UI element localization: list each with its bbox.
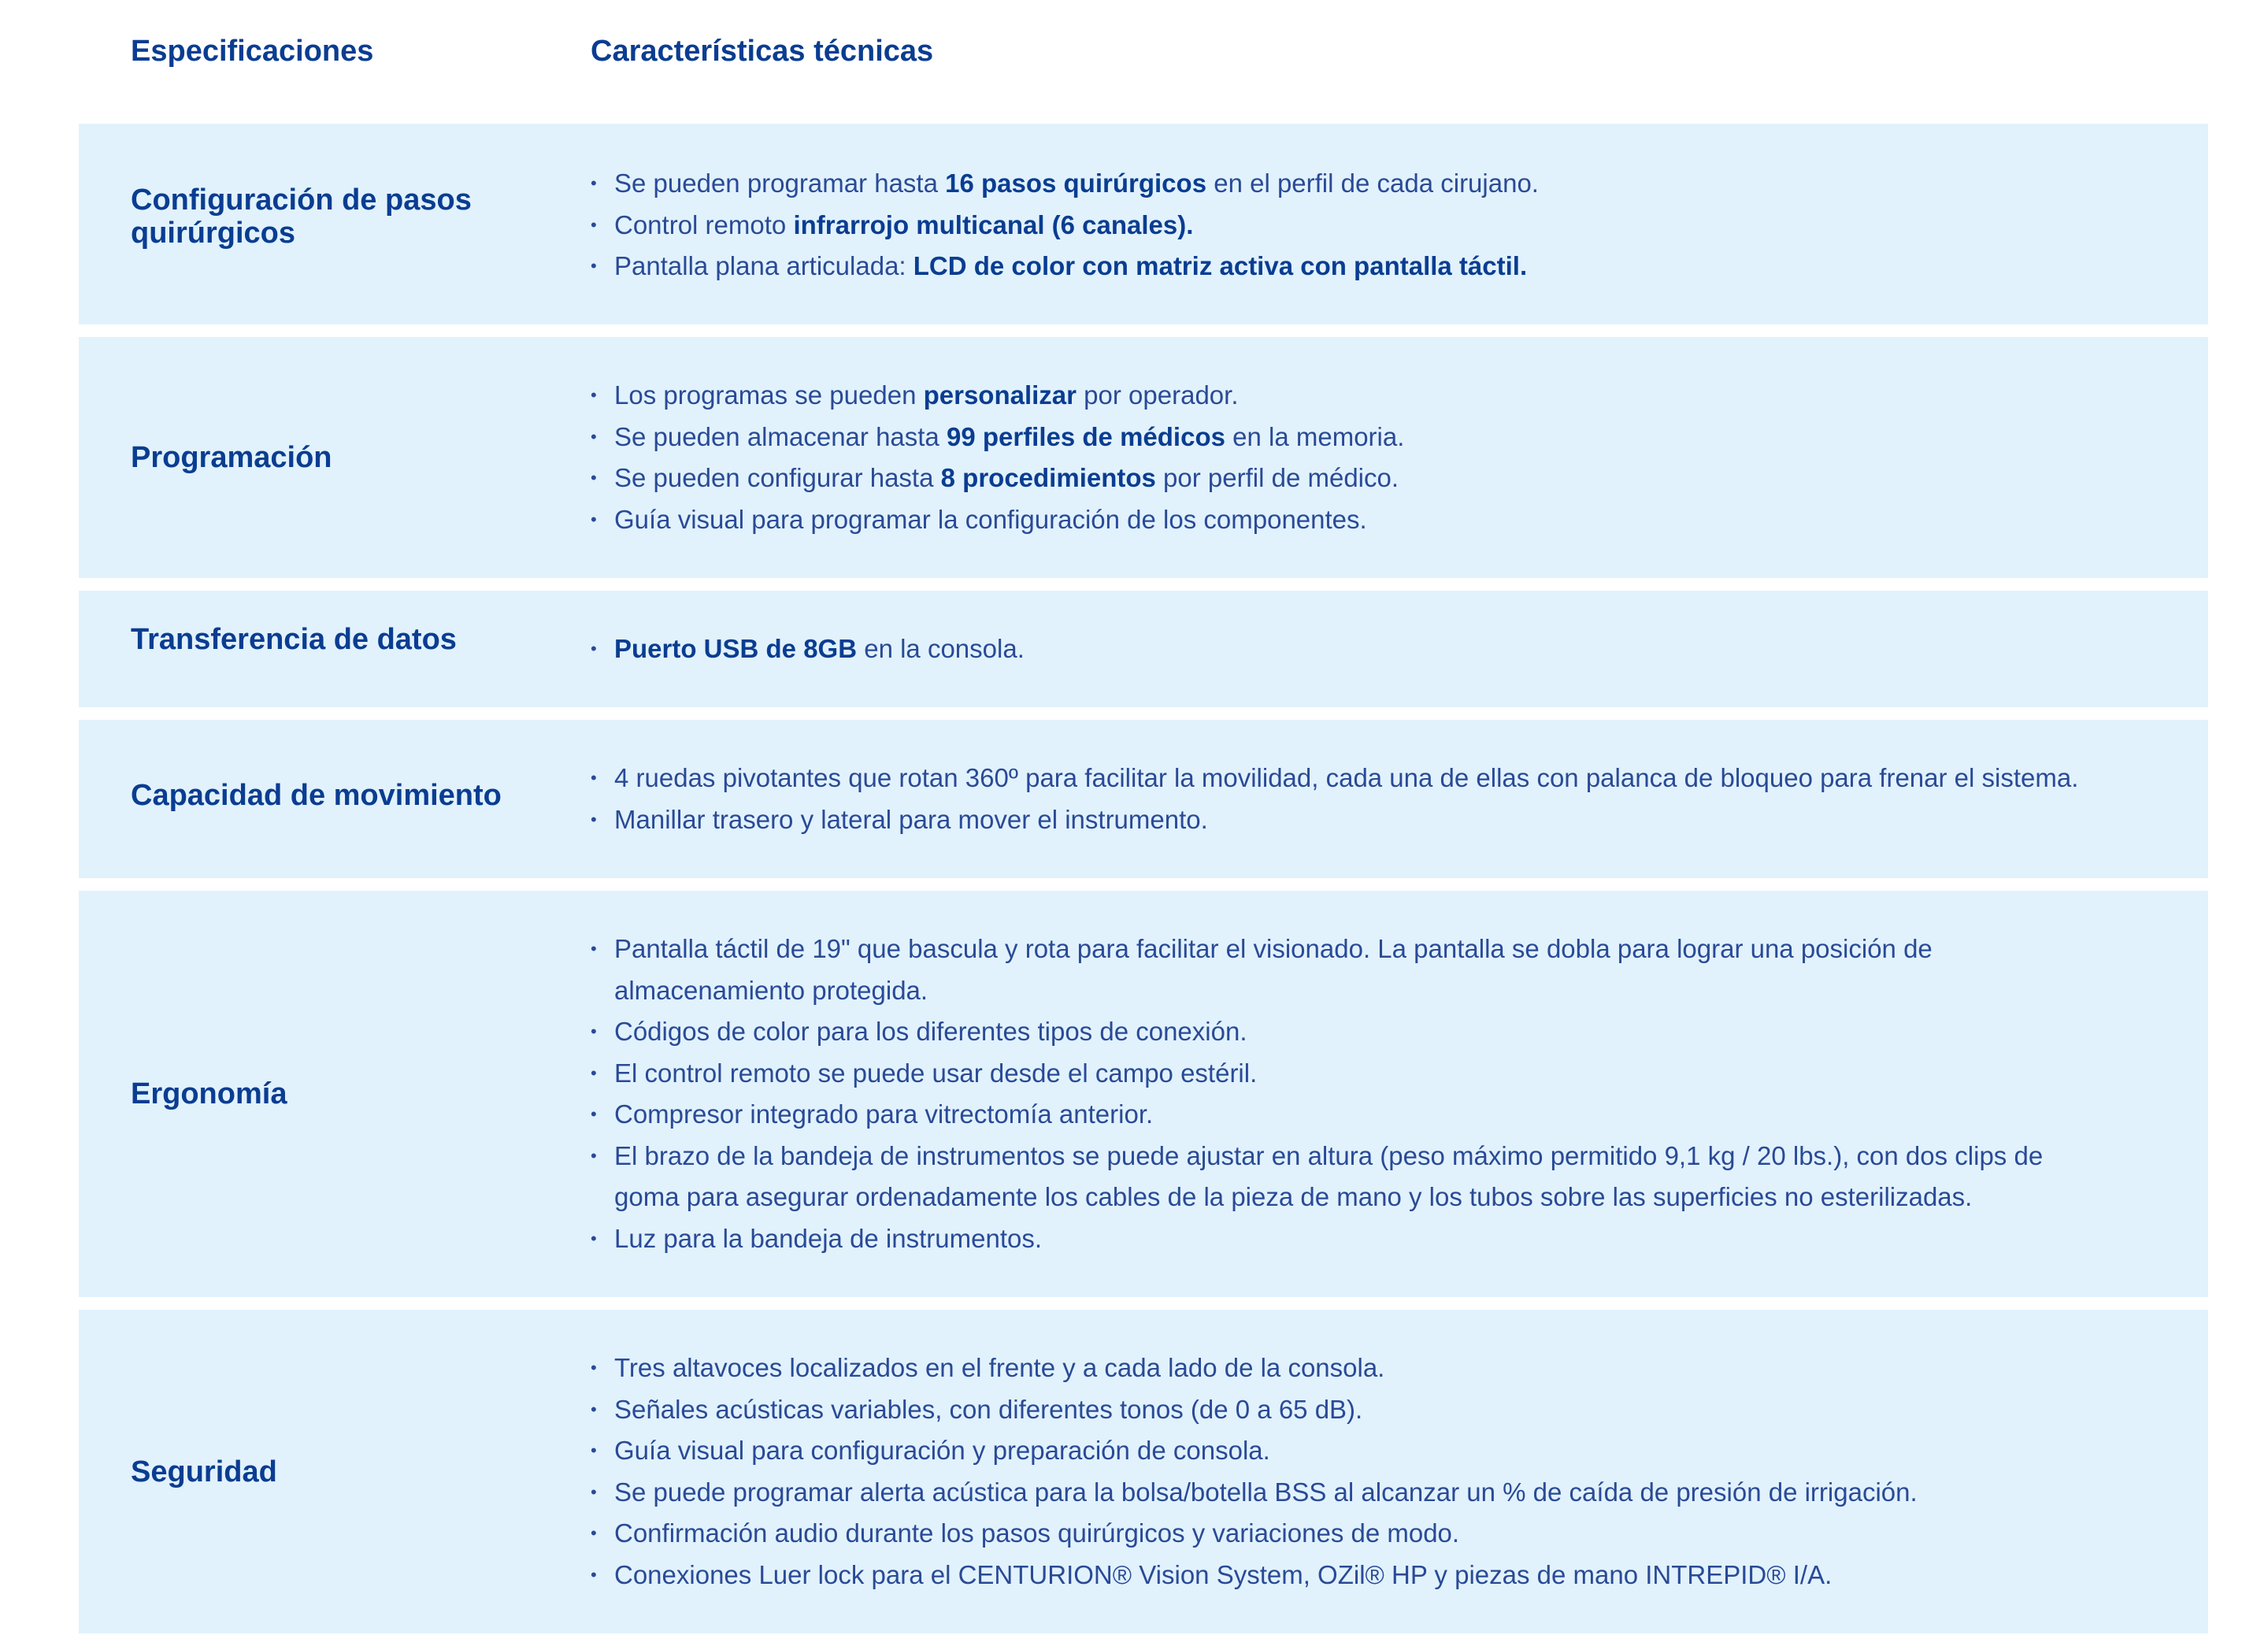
row-label: Capacidad de movimiento bbox=[131, 779, 502, 812]
feature-item bbox=[591, 1136, 2114, 1218]
feature-text: por operador. bbox=[1077, 380, 1239, 410]
feature-item bbox=[591, 205, 2114, 247]
feature-item bbox=[591, 1513, 2114, 1555]
spec-row-safety bbox=[79, 1310, 2208, 1633]
feature-item bbox=[591, 1472, 2114, 1514]
feature-text: por perfil de médico. bbox=[1155, 463, 1399, 492]
feature-item bbox=[591, 375, 2114, 417]
feature-text: Compresor integrado para vitrectomía anterior. bbox=[614, 1099, 1154, 1129]
row-label: Transferencia de datos bbox=[131, 623, 457, 656]
feature-text: Señales acústicas variables, con diferentes tonos (de 0 a 65 dB). bbox=[614, 1394, 1363, 1424]
row-label: Programación bbox=[131, 441, 332, 474]
row-label: Seguridad bbox=[131, 1455, 277, 1488]
spec-row-programming bbox=[79, 337, 2208, 578]
feature-text: en la memoria. bbox=[1225, 421, 1405, 451]
feature-list bbox=[591, 1348, 2114, 1596]
feature-text: Luz para la bandeja de instrumentos. bbox=[614, 1223, 1043, 1253]
feature-item bbox=[591, 1011, 2114, 1053]
feature-text: Se pueden configurar hasta bbox=[614, 463, 941, 492]
feature-emphasis: 8 procedimientos bbox=[940, 463, 1156, 492]
feature-item bbox=[591, 499, 2114, 541]
feature-item bbox=[591, 1555, 2114, 1596]
spec-row-mobility bbox=[79, 720, 2208, 878]
spec-row-surgical-steps bbox=[79, 124, 2208, 324]
feature-list bbox=[591, 628, 2114, 670]
feature-emphasis: 99 perfiles de médicos bbox=[946, 421, 1225, 451]
feature-text: Pantalla plana articulada: bbox=[614, 251, 914, 280]
header-specifications: Especificaciones bbox=[131, 35, 374, 68]
header-technical-features: Características técnicas bbox=[591, 35, 934, 68]
feature-text: El brazo de la bandeja de instrumentos se puede ajustar en altura (peso máximo permitido 9,1 kg / 20 lbs.), con dos clips de goma para asegurar ordenadamente los cables de la pieza de mano y los tubos sobre las superficies no esterilizadas. bbox=[614, 1140, 2044, 1211]
feature-item bbox=[591, 1389, 2114, 1431]
feature-text: en el perfil de cada cirujano. bbox=[1206, 169, 1539, 198]
feature-item bbox=[591, 628, 2114, 670]
feature-emphasis: LCD de color con matriz activa con pantalla táctil. bbox=[913, 251, 1528, 280]
feature-text: en la consola. bbox=[857, 634, 1025, 663]
feature-text: Confirmación audio durante los pasos quirúrgicos y variaciones de modo. bbox=[614, 1518, 1460, 1548]
feature-list bbox=[591, 929, 2114, 1259]
feature-text: Manillar trasero y lateral para mover el instrumento. bbox=[614, 804, 1208, 834]
feature-item bbox=[591, 799, 2114, 841]
feature-text: Control remoto bbox=[614, 209, 794, 239]
feature-text: Guía visual para configuración y preparación de consola. bbox=[614, 1436, 1270, 1465]
feature-emphasis: infrarrojo multicanal (6 canales). bbox=[793, 209, 1194, 239]
feature-emphasis: 16 pasos quirúrgicos bbox=[945, 169, 1207, 198]
feature-item bbox=[591, 1053, 2114, 1095]
feature-text: Tres altavoces localizados en el frente y a cada lado de la consola. bbox=[614, 1353, 1385, 1382]
feature-item bbox=[591, 1218, 2114, 1260]
feature-item bbox=[591, 1348, 2114, 1389]
feature-item bbox=[591, 246, 2114, 287]
feature-list bbox=[591, 375, 2114, 540]
row-label: Configuración de pasos quirúrgicos bbox=[131, 184, 472, 250]
feature-emphasis: personalizar bbox=[923, 380, 1077, 410]
row-label: Ergonomía bbox=[131, 1077, 287, 1110]
feature-item bbox=[591, 1094, 2114, 1136]
feature-text: 4 ruedas pivotantes que rotan 360º para facilitar la movilidad, cada una de ellas con palanca de bloqueo para frenar el sistema. bbox=[614, 763, 2079, 792]
feature-text: Se pueden programar hasta bbox=[614, 169, 946, 198]
table-header bbox=[0, 35, 2268, 74]
feature-text: Códigos de color para los diferentes tipos de conexión. bbox=[614, 1017, 1247, 1046]
feature-text: Los programas se pueden bbox=[614, 380, 924, 410]
feature-emphasis: Puerto USB de 8GB bbox=[614, 634, 858, 663]
feature-text: Se puede programar alerta acústica para la bolsa/botella BSS al alcanzar un % de caída de presión de irrigación. bbox=[614, 1477, 1918, 1507]
feature-item bbox=[591, 929, 2114, 1011]
feature-text: El control remoto se puede usar desde el campo estéril. bbox=[614, 1058, 1258, 1088]
feature-item bbox=[591, 417, 2114, 458]
feature-list bbox=[591, 758, 2114, 840]
spec-row-ergonomics bbox=[79, 891, 2208, 1297]
feature-text: Conexiones Luer lock para el CENTURION® Vision System, OZil® HP y piezas de mano INTREPID® I/A. bbox=[614, 1559, 1833, 1589]
feature-text: Se pueden almacenar hasta bbox=[614, 421, 947, 451]
feature-item bbox=[591, 163, 2114, 205]
feature-text: Pantalla táctil de 19" que bascula y rota para facilitar el visionado. La pantalla se dobla para lograr una posición de almacenamiento protegida. bbox=[614, 934, 1933, 1005]
feature-item bbox=[591, 1430, 2114, 1472]
feature-list bbox=[591, 163, 2114, 287]
feature-item bbox=[591, 458, 2114, 499]
feature-item bbox=[591, 758, 2114, 799]
feature-text: Guía visual para programar la configuración de los componentes. bbox=[614, 504, 1367, 534]
spec-row-data-transfer bbox=[79, 591, 2208, 707]
spec-rows bbox=[79, 124, 2208, 1646]
